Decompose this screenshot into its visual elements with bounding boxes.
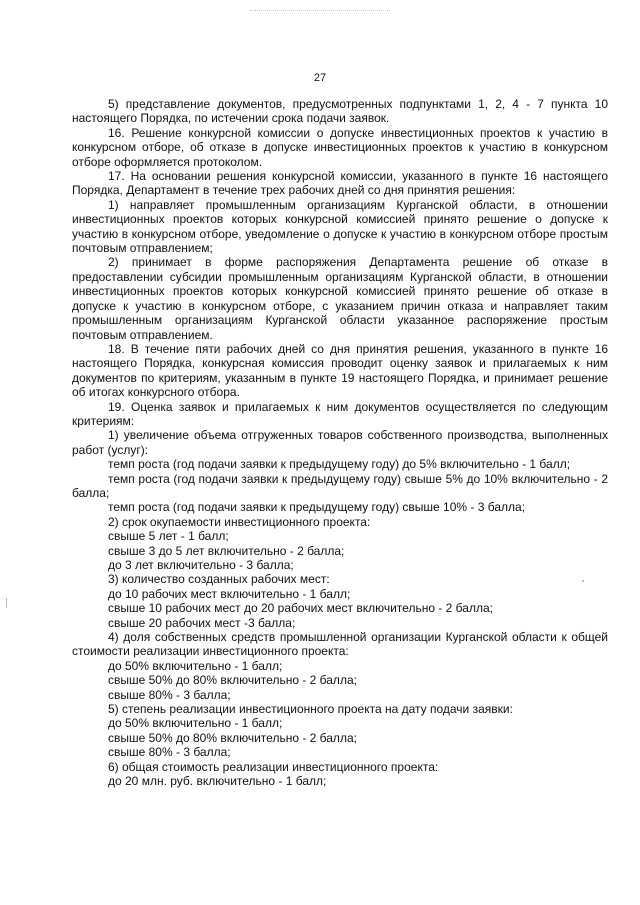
paragraph: до 50% включительно - 1 балл;	[108, 658, 283, 673]
paragraph: 2) принимает в форме распоряжения Департамента решение об отказе в предоставлении субсидии промышленным организациям Курганской области, в отношении инвестиционных проектов которых конкурсной комиссией принято решение об отказе в допуске к участию в конкурсном отборе, с указанием причин отказа и направляет таким промышленным организациям Курганской области указанное распоряжение простым почтовым отправлением.	[72, 255, 608, 342]
paragraph: темп роста (год подачи заявки к предыдущему году) свыше 10% - 3 балла;	[108, 500, 526, 515]
paragraph: до 20 млн. руб. включительно - 1 балл;	[108, 774, 327, 789]
paragraph: 6) общая стоимость реализации инвестиционного проекта:	[108, 759, 439, 774]
paragraph: 1) увеличение объема отгруженных товаров собственного производства, выполненных работ (услуг):	[72, 428, 608, 457]
paragraph: до 50% включительно - 1 балл;	[108, 716, 283, 731]
paragraph: 3) количество созданных рабочих мест:	[108, 572, 330, 587]
paragraph: 4) доля собственных средств промышленной организации Курганской области к общей стоимости реализации инвестиционного проекта:	[72, 630, 608, 659]
paragraph: до 10 рабочих мест включительно - 1 балл;	[108, 586, 351, 601]
scan-artifact	[6, 598, 7, 608]
paragraph: свыше 50% до 80% включительно - 2 балла;	[108, 673, 357, 688]
paragraph: 16. Решение конкурсной комиссии о допуске инвестиционных проектов к участию в конкурсном отборе, об отказе в допуске инвестиционных проектов к участию в конкурсном отборе оформляется протоколом.	[72, 125, 608, 169]
paragraph: свыше 5 лет - 1 балл;	[108, 529, 229, 544]
paragraph: 17. На основании решения конкурсной комиссии, указанного в пункте 16 настоящего Порядка, Департамент в течение трех рабочих дней со дня принятия решения:	[72, 169, 608, 198]
paragraph: свыше 80% - 3 балла;	[108, 745, 231, 760]
paragraph: темп роста (год подачи заявки к предыдущему году) свыше 5% до 10% включительно - 2 балла;	[72, 471, 608, 500]
paragraph: свыше 50% до 80% включительно - 2 балла;	[108, 730, 357, 745]
page-number: 27	[313, 72, 327, 84]
paragraph: темп роста (год подачи заявки к предыдущему году) до 5% включительно - 1 балл;	[108, 457, 571, 472]
paragraph: 19. Оценка заявок и прилагаемых к ним документов осуществляется по следующим критериям:	[72, 399, 608, 428]
paragraph: до 3 лет включительно - 3 балла;	[108, 558, 294, 572]
scan-artifact	[250, 10, 390, 15]
paragraph: 5) степень реализации инвестиционного проекта на дату подачи заявки:	[108, 702, 513, 717]
paragraph: свыше 80% - 3 балла;	[108, 687, 231, 702]
paragraph: 1) направляет промышленным организациям Курганской области, в отношении инвестиционных проектов которых конкурсной комиссией принято решение о допуске к участию в конкурсном отборе, уведомление о допуске к участию в конкурсном отборе простым почтовым отправлением;	[72, 197, 608, 256]
paragraph: свыше 3 до 5 лет включительно - 2 балла;	[108, 543, 345, 558]
paragraph: свыше 20 рабочих мест -3 балла;	[108, 615, 296, 630]
paragraph: 5) представление документов, предусмотренных подпунктами 1, 2, 4 - 7 пункта 10 настоящего Порядка, по истечении срока подачи заявок.	[72, 97, 608, 126]
paragraph: свыше 10 рабочих мест до 20 рабочих мест включительно - 2 балла;	[108, 601, 493, 616]
paragraph: 18. В течение пяти рабочих дней со дня принятия решения, указанного в пункте 16 настоящего Порядка, конкурсная комиссия проводит оценку заявок и прилагаемых к ним документов по критериям, указанным в пункте 19 настоящего Порядка, и принимает решение об итогах конкурсного отбора.	[72, 341, 608, 400]
paragraph: 2) срок окупаемости инвестиционного проекта:	[108, 514, 371, 529]
document-body	[72, 97, 608, 789]
